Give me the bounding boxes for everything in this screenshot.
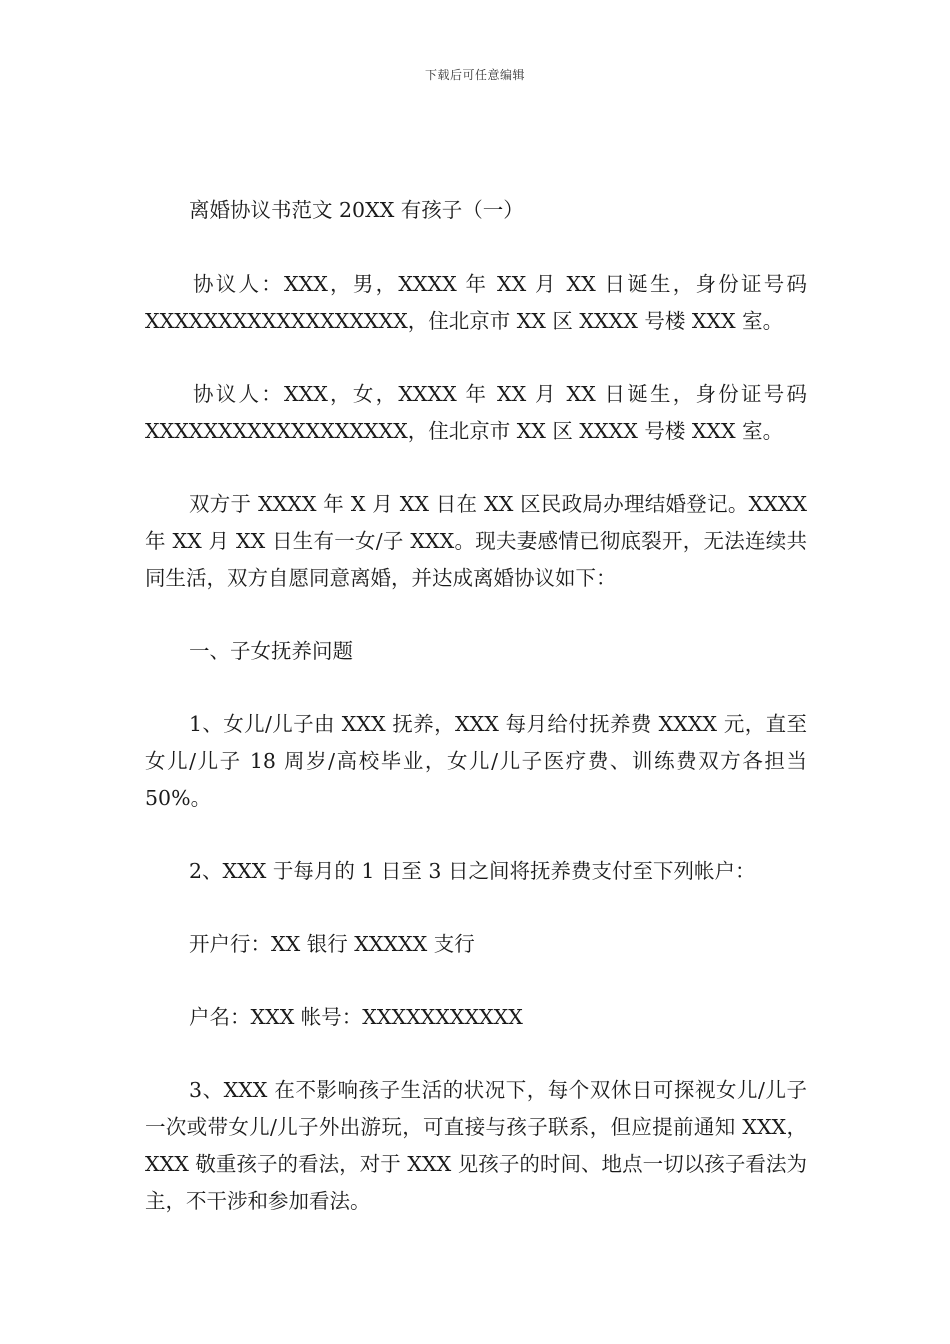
document-title: 离婚协议书范文 20XX 有孩子（一） <box>189 198 524 222</box>
party-2-paragraph: 协议人：XXX，女，XXXX 年 XX 月 XX 日诞生，身份证号码 XXXXXXXXXXXXXXXXXX，住北京市 XX 区 XXXX 号楼 XXX 室。 <box>145 382 807 443</box>
party-1-paragraph: 协议人：XXX，男，XXXX 年 XX 月 XX 日诞生，身份证号码 XXXXXXXXXXXXXXXXXX，住北京市 XX 区 XXXX 号楼 XXX 室。 <box>145 272 807 333</box>
clause-3-paragraph: 3、XXX 在不影响孩子生活的状况下，每个双休日可探视女儿/儿子一次或带女儿/儿子外出游玩，可直接与孩子联系，但应提前通知 XXX，XXX 敬重孩子的看法，对于 XXX 见孩子的时间、地点一切以孩子看法为主，不干涉和参加看法。 <box>145 1078 807 1213</box>
section-1-heading: 一、子女抚养问题 <box>189 639 353 663</box>
clause-2-paragraph: 2、XXX 于每月的 1 日至 3 日之间将抚养费支付至下列帐户： <box>189 859 756 883</box>
account-paragraph: 户名：XXX 帐号：XXXXXXXXXXX <box>189 1005 523 1029</box>
clause-1-paragraph: 1、女儿/儿子由 XXX 抚养，XXX 每月给付抚养费 XXXX 元，直至女儿/儿子 18 周岁/高校毕业，女儿/儿子医疗费、训练费双方各担当 50%。 <box>145 712 807 810</box>
bank-paragraph: 开户行：XX 银行 XXXXX 支行 <box>189 932 475 956</box>
intro-paragraph: 双方于 XXXX 年 X 月 XX 日在 XX 区民政局办理结婚登记。XXXX 年 XX 月 XX 日生有一女/子 XXX。现夫妻感情已彻底裂开，无法连续共同生活，双方自愿同意离婚，并达成离婚协议如下： <box>145 492 807 590</box>
document-body <box>145 192 807 1256</box>
header-note: 下载后可任意编辑 <box>424 68 525 82</box>
